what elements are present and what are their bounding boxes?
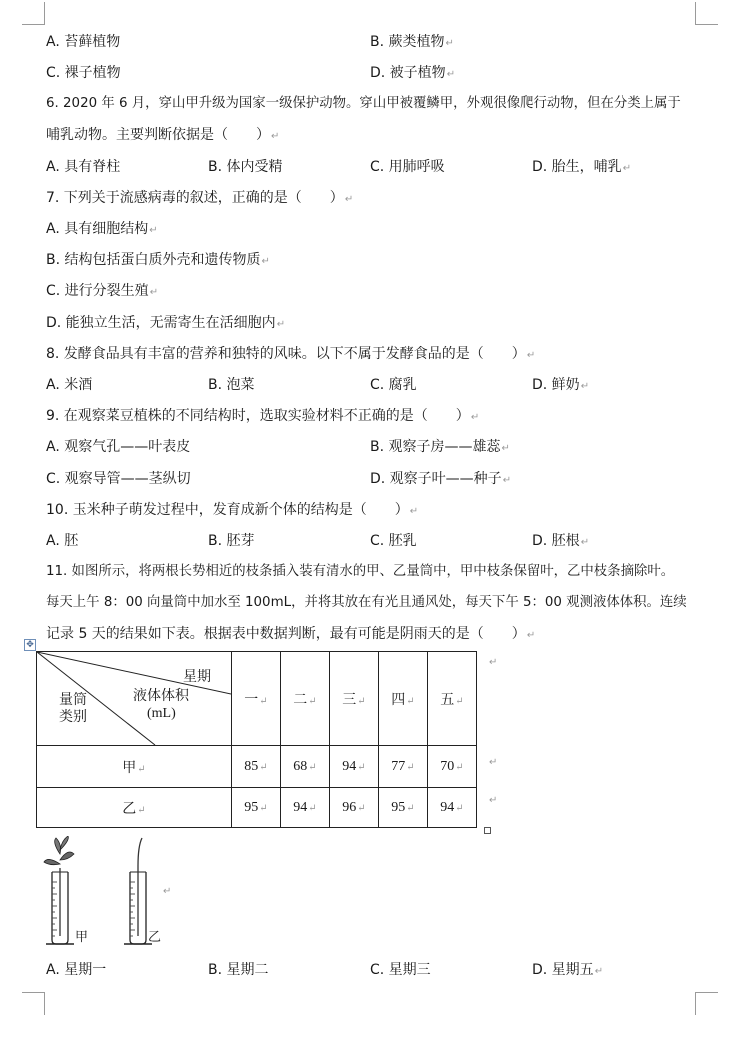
q6-option-b: B. 体内受精 bbox=[208, 159, 283, 175]
paragraph-mark: ↵ bbox=[445, 38, 454, 49]
q5-option-b: B. 蕨类植物↵ bbox=[370, 34, 454, 50]
header-cylinder-label: 量筒 bbox=[59, 693, 87, 708]
diagonal-header-cell bbox=[37, 652, 232, 746]
q7-option-b: B. 结构包括蛋白质外壳和遗传物质↵ bbox=[46, 252, 270, 268]
paragraph-mark: ↵ bbox=[501, 443, 510, 454]
table-row-yi bbox=[37, 788, 477, 828]
paragraph-mark: ↵ bbox=[489, 795, 498, 806]
paragraph-mark: ↵ bbox=[489, 657, 498, 668]
q11-stem-line2: 每天上午 8：00 向量筒中加水至 100mL，并将其放在有光且通风处，每天下午 5：00 观测液体体积。连续 bbox=[46, 595, 687, 610]
table-row-jia bbox=[37, 746, 477, 788]
paragraph-mark: ↵ bbox=[470, 412, 480, 423]
cylinder-jia-with-leaves bbox=[44, 836, 74, 944]
paragraph-mark: ↵ bbox=[409, 506, 419, 517]
cell-yi-2: 94↵ bbox=[281, 788, 330, 828]
cell-jia-1: 85↵ bbox=[232, 746, 281, 788]
q10-option-b: B. 胚芽 bbox=[208, 533, 255, 549]
cell-jia-4: 77↵ bbox=[379, 746, 428, 788]
header-volume-unit: (mL) bbox=[147, 706, 176, 721]
paragraph-mark: ↵ bbox=[276, 319, 286, 330]
q8-option-d: D. 鲜奶↵ bbox=[532, 377, 590, 393]
cell-yi-5: 94↵ bbox=[428, 788, 477, 828]
q11-option-b: B. 星期二 bbox=[208, 962, 269, 978]
q9-stem: 9. 在观察菜豆植株的不同结构时，选取实验材料不正确的是（ ）↵ bbox=[46, 408, 480, 424]
paragraph-mark: ↵ bbox=[622, 163, 632, 174]
header-volume-label: 液体体积 bbox=[133, 689, 189, 704]
paragraph-mark: ↵ bbox=[149, 225, 158, 236]
q8-option-b: B. 泡菜 bbox=[208, 377, 255, 393]
table-header-row bbox=[37, 652, 477, 746]
q8-option-c: C. 腐乳 bbox=[370, 377, 417, 393]
q11-stem-line1: 11. 如图所示，将两根长势相近的枝条插入装有清水的甲、乙量筒中，甲中枝条保留叶，乙中枝条摘除叶。 bbox=[46, 564, 675, 579]
q6-stem-line1: 6. 2020 年 6 月，穿山甲升级为国家一级保护动物。穿山甲被覆鳞甲，外观很像爬行动物，但在分类上属于 bbox=[46, 96, 681, 111]
table-resize-handle[interactable] bbox=[484, 827, 491, 834]
header-week-label: 星期 bbox=[183, 670, 211, 685]
day-header-5: 五↵ bbox=[428, 652, 477, 746]
q10-option-c: C. 胚乳 bbox=[370, 533, 417, 549]
q7-stem: 7. 下列关于流感病毒的叙述，正确的是（ ）↵ bbox=[46, 190, 354, 206]
q10-stem: 10. 玉米种子萌发过程中，发育成新个体的结构是（ ）↵ bbox=[46, 502, 419, 518]
row-label-jia: 甲↵ bbox=[37, 746, 232, 788]
paragraph-mark: ↵ bbox=[526, 630, 536, 641]
paragraph-mark: ↵ bbox=[526, 350, 536, 361]
cell-jia-2: 68↵ bbox=[281, 746, 330, 788]
paragraph-mark: ↵ bbox=[580, 381, 590, 392]
q5-option-d: D. 被子植物↵ bbox=[370, 65, 456, 81]
q8-option-a: A. 米酒 bbox=[46, 377, 93, 393]
cell-yi-1: 95↵ bbox=[232, 788, 281, 828]
paragraph-mark: ↵ bbox=[163, 886, 172, 897]
q5-option-a: A. 苔藓植物 bbox=[46, 34, 121, 50]
table-move-handle[interactable]: ✥ bbox=[24, 639, 36, 651]
day-header-1: 一↵ bbox=[232, 652, 281, 746]
cell-yi-3: 96↵ bbox=[330, 788, 379, 828]
q6-option-a: A. 具有脊柱 bbox=[46, 159, 121, 175]
paragraph-mark: ↵ bbox=[580, 537, 590, 548]
day-header-4: 四↵ bbox=[379, 652, 428, 746]
q6-option-d: D. 胎生，哺乳↵ bbox=[532, 159, 632, 175]
paragraph-mark: ↵ bbox=[271, 131, 280, 142]
paragraph-mark: ↵ bbox=[149, 287, 159, 298]
q7-option-c: C. 进行分裂生殖↵ bbox=[46, 283, 159, 299]
q11-stem-line3: 记录 5 天的结果如下表。根据表中数据判断，最有可能是阴雨天的是（ ）↵ bbox=[46, 626, 536, 642]
cylinder-label-yi: 乙 bbox=[148, 930, 162, 945]
q9-option-c: C. 观察导管——茎纵切 bbox=[46, 471, 191, 487]
q9-option-d: D. 观察子叶——种子↵ bbox=[370, 471, 512, 487]
q10-option-a: A. 胚 bbox=[46, 533, 79, 549]
paragraph-mark: ↵ bbox=[502, 475, 512, 486]
header-category-label: 类别 bbox=[59, 710, 87, 725]
paragraph-mark: ↵ bbox=[594, 966, 604, 977]
q7-option-d: D. 能独立生活，无需寄生在活细胞内↵ bbox=[46, 315, 286, 331]
results-table bbox=[36, 651, 477, 828]
q8-stem: 8. 发酵食品具有丰富的营养和独特的风味。以下不属于发酵食品的是（ ）↵ bbox=[46, 346, 536, 362]
crop-mark-bottom-left bbox=[22, 992, 45, 1015]
q5-option-c: C. 裸子植物 bbox=[46, 65, 121, 81]
paragraph-mark: ↵ bbox=[446, 69, 456, 80]
crop-mark-bottom-right bbox=[695, 992, 718, 1015]
q10-option-d: D. 胚根↵ bbox=[532, 533, 590, 549]
cylinder-label-jia: 甲 bbox=[75, 930, 89, 945]
q6-stem-line2: 哺乳动物。主要判断依据是（ ）↵ bbox=[46, 127, 280, 143]
q11-option-c: C. 星期三 bbox=[370, 962, 431, 978]
crop-mark-top-left bbox=[22, 2, 45, 25]
q6-option-c: C. 用肺呼吸 bbox=[370, 159, 445, 175]
cell-yi-4: 95↵ bbox=[379, 788, 428, 828]
q9-option-b: B. 观察子房——雄蕊↵ bbox=[370, 439, 510, 455]
cell-jia-3: 94↵ bbox=[330, 746, 379, 788]
q7-option-a: A. 具有细胞结构↵ bbox=[46, 221, 158, 237]
row-label-yi: 乙↵ bbox=[37, 788, 232, 828]
day-header-3: 三↵ bbox=[330, 652, 379, 746]
day-header-2: 二↵ bbox=[281, 652, 330, 746]
q11-option-d: D. 星期五↵ bbox=[532, 962, 604, 978]
paragraph-mark: ↵ bbox=[489, 757, 498, 768]
paragraph-mark: ↵ bbox=[344, 194, 354, 205]
q9-option-a: A. 观察气孔——叶表皮 bbox=[46, 439, 191, 455]
crop-mark-top-right bbox=[695, 2, 718, 25]
cell-jia-5: 70↵ bbox=[428, 746, 477, 788]
q11-option-a: A. 星期一 bbox=[46, 962, 107, 978]
paragraph-mark: ↵ bbox=[261, 256, 270, 267]
